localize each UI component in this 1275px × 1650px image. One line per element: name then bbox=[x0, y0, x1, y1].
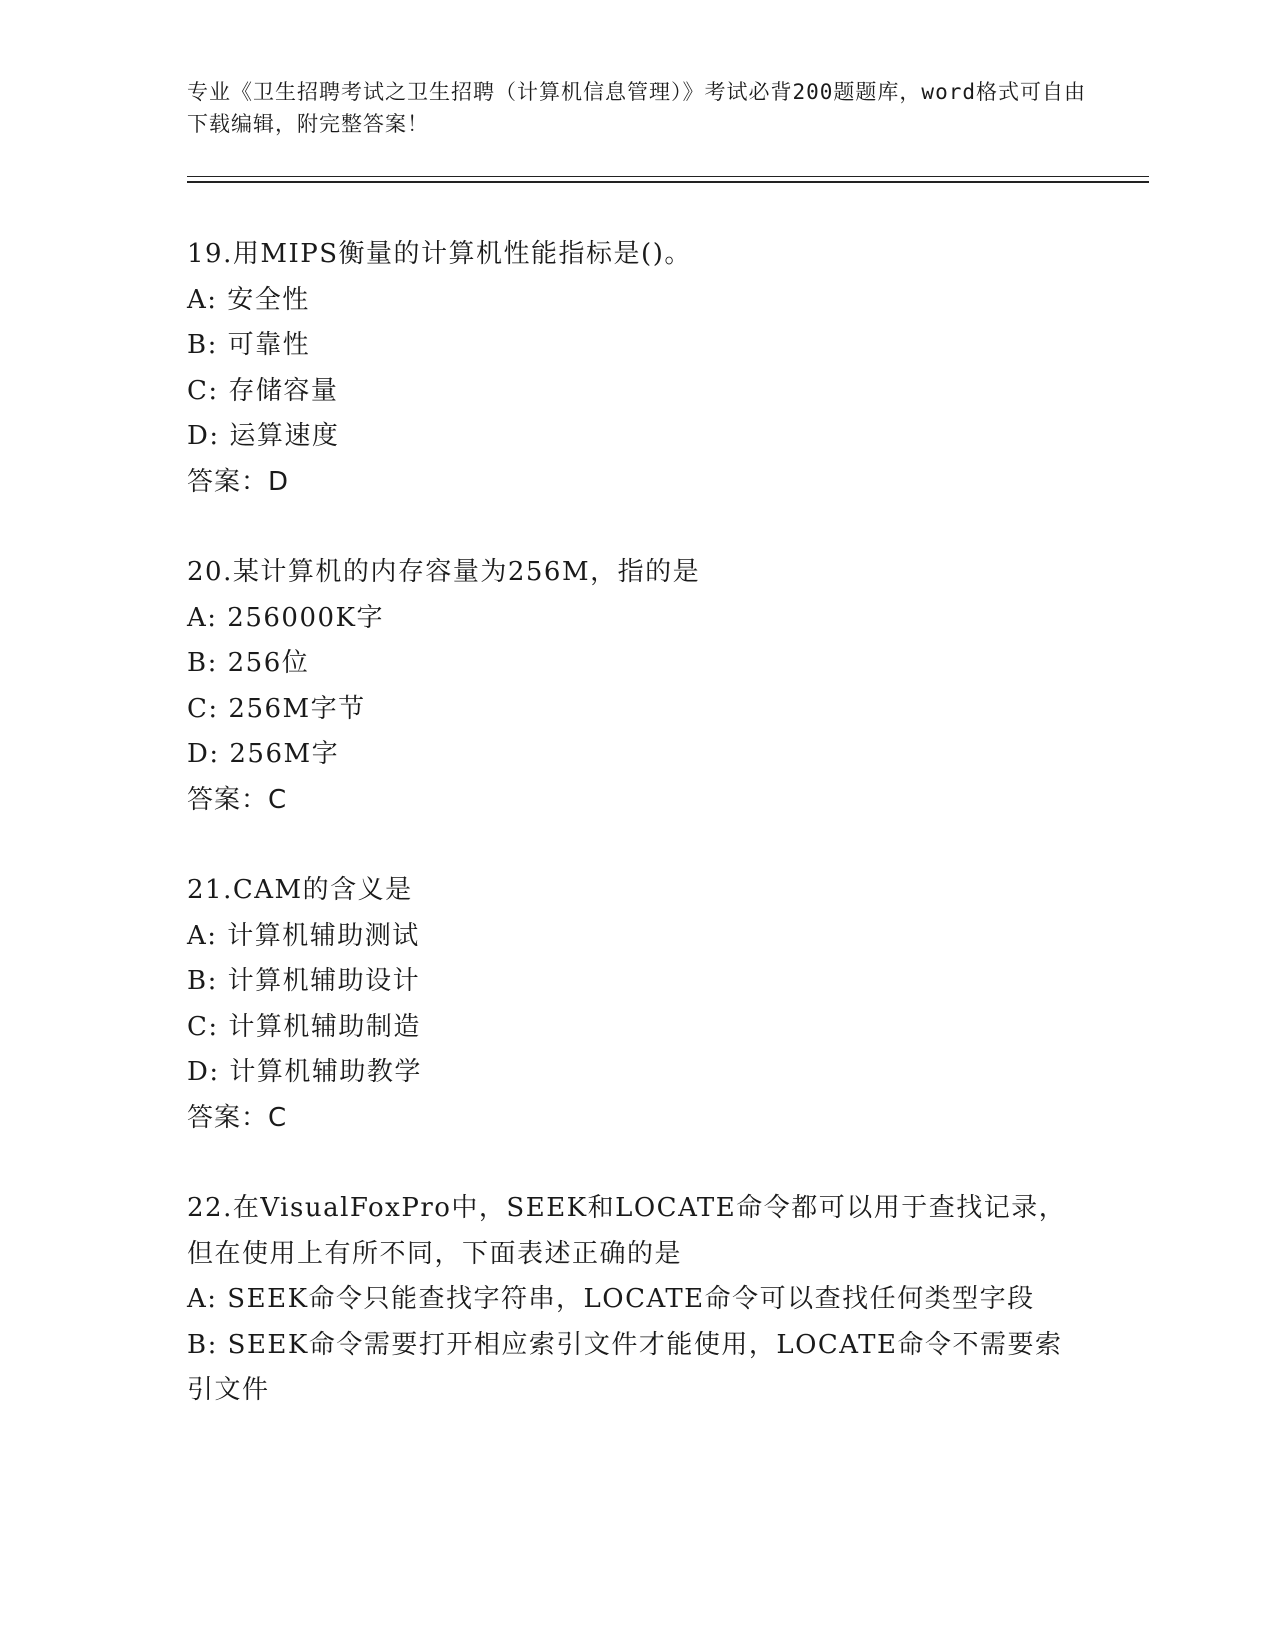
option-b: B: SEEK命令需要打开相应索引文件才能使用，LOCATE命令不需要索引文件 bbox=[187, 1329, 1063, 1405]
question-stem: 19.用MIPS衡量的计算机性能指标是()。 bbox=[187, 239, 692, 269]
option-a: A: 256000K字 bbox=[187, 602, 384, 633]
answer-label: 答案：D bbox=[187, 466, 290, 497]
answer-label: 答案：C bbox=[187, 784, 288, 815]
option-a: A: 计算机辅助测试 bbox=[187, 920, 420, 951]
option-c: C: 存储容量 bbox=[187, 375, 339, 406]
answer-label: 答案：C bbox=[187, 1102, 288, 1133]
option-c: C: 256M字节 bbox=[187, 693, 366, 724]
question-stem: 21.CAM的含义是 bbox=[187, 875, 413, 905]
question-stem: 22.在VisualFoxPro中，SEEK和LOCATE命令都可以用于查找记录，但在使用上有所不同，下面表述正确的是 bbox=[187, 1193, 1067, 1269]
question-21 bbox=[187, 868, 1087, 1141]
question-22 bbox=[187, 1186, 1087, 1414]
option-a: A: SEEK命令只能查找字符串，LOCATE命令可以查找任何类型字段 bbox=[187, 1284, 1035, 1314]
option-b: B: 计算机辅助设计 bbox=[187, 966, 421, 996]
header-divider-thick bbox=[187, 181, 1149, 183]
option-c: C: 计算机辅助制造 bbox=[187, 1011, 421, 1042]
document-header: 专业《卫生招聘考试之卫生招聘（计算机信息管理）》考试必背200题题库，word格式可自由下载编辑，附完整答案！ bbox=[187, 80, 1086, 136]
question-20 bbox=[187, 550, 1087, 823]
question-stem: 20.某计算机的内存容量为256M，指的是 bbox=[187, 557, 701, 587]
option-b: B: 可靠性 bbox=[187, 330, 311, 360]
question-list bbox=[187, 232, 1087, 1459]
option-d: D: 256M字 bbox=[187, 739, 340, 769]
option-d: D: 运算速度 bbox=[187, 421, 340, 451]
option-d: D: 计算机辅助教学 bbox=[187, 1057, 422, 1087]
option-a: A: 安全性 bbox=[187, 284, 310, 315]
option-b: B: 256位 bbox=[187, 648, 310, 678]
question-19 bbox=[187, 232, 1087, 505]
header-divider-thin bbox=[187, 176, 1149, 177]
